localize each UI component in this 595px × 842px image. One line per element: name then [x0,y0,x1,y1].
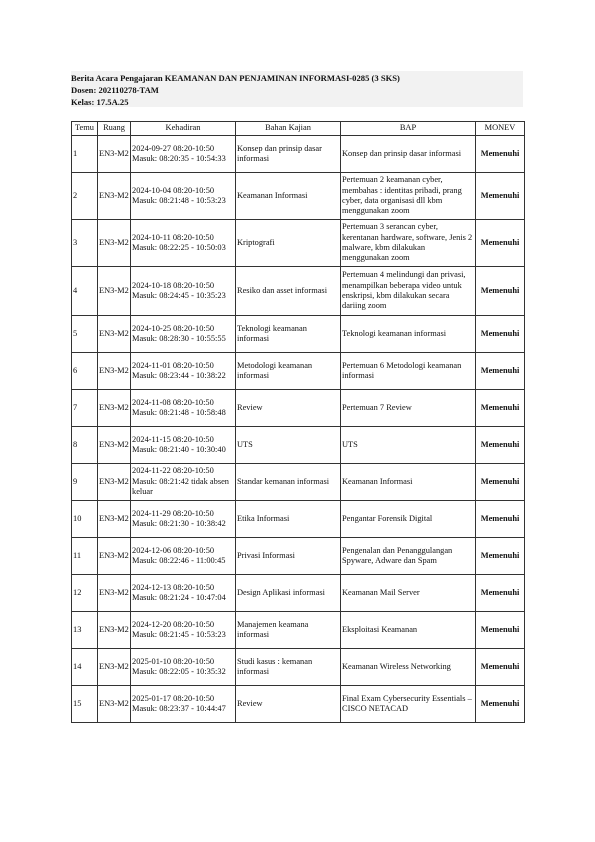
table-row [72,501,525,538]
row-kehadiran: 2024-11-01 08:20-10:50 Masuk: 08:23:44 - 10:38:22 [131,353,236,390]
row-bap: Pengantar Forensik Digital [341,501,476,538]
row-bap: Eksploitasi Keamanan [341,612,476,649]
table-row [72,267,525,316]
row-temu: 2 [72,173,98,220]
row-monev: Memenuhi [476,538,525,575]
table-row [72,173,525,220]
row-bap: Pertemuan 3 serancan cyber, kerentanan hardware, software, Jenis 2 malware, kbm dilakukan menggunakan zoom [341,220,476,267]
row-temu: 5 [72,316,98,353]
row-ruang: EN3-M2 [98,538,131,575]
row-monev: Memenuhi [476,267,525,316]
row-bap: Pertemuan 2 keamanan cyber, membahas : identitas pribadi, prang cyber, data organisasi dll kbm menggunakan zoom [341,173,476,220]
row-kehadiran: 2024-10-11 08:20-10:50 Masuk: 08:22:25 - 10:50:03 [131,220,236,267]
row-ruang: EN3-M2 [98,316,131,353]
row-ruang: EN3-M2 [98,427,131,464]
row-monev: Memenuhi [476,220,525,267]
table-header-row [72,122,525,136]
col-header-kehadiran: Kehadiran [131,122,236,136]
row-bahan-kajian: Kriptografi [236,220,341,267]
row-kehadiran: 2024-11-08 08:20-10:50 Masuk: 08:21:48 - 10:58:48 [131,390,236,427]
col-header-bap: BAP [341,122,476,136]
row-bap: Keamanan Mail Server [341,575,476,612]
table-row [72,464,525,501]
row-temu: 9 [72,464,98,501]
row-ruang: EN3-M2 [98,686,131,723]
row-monev: Memenuhi [476,501,525,538]
row-kehadiran: 2024-11-15 08:20-10:50 Masuk: 08:21:40 - 10:30:40 [131,427,236,464]
row-monev: Memenuhi [476,464,525,501]
row-bap: Final Exam Cybersecurity Essentials – CISCO NETACAD [341,686,476,723]
row-ruang: EN3-M2 [98,267,131,316]
col-header-ruang: Ruang [98,122,131,136]
row-monev: Memenuhi [476,427,525,464]
row-bahan-kajian: Design Aplikasi informasi [236,575,341,612]
teaching-record-table [71,121,525,723]
row-bahan-kajian: Manajemen keamana informasi [236,612,341,649]
row-temu: 8 [72,427,98,464]
row-temu: 7 [72,390,98,427]
row-kehadiran: 2024-09-27 08:20-10:50 Masuk: 08:20:35 - 10:54:33 [131,136,236,173]
row-ruang: EN3-M2 [98,612,131,649]
table-row [72,220,525,267]
row-ruang: EN3-M2 [98,390,131,427]
row-temu: 3 [72,220,98,267]
row-monev: Memenuhi [476,686,525,723]
row-kehadiran: 2025-01-17 08:20-10:50 Masuk: 08:23:37 - 10:44:47 [131,686,236,723]
row-temu: 15 [72,686,98,723]
col-header-temu: Temu [72,122,98,136]
row-bahan-kajian: Etika Informasi [236,501,341,538]
row-bahan-kajian: UTS [236,427,341,464]
table-row [72,136,525,173]
document-title: Berita Acara Pengajaran KEAMANAN DAN PENJAMINAN INFORMASI-0285 (3 SKS) [71,73,400,83]
document-header [71,71,523,107]
row-temu: 13 [72,612,98,649]
col-header-bahan-kajian: Bahan Kajian [236,122,341,136]
row-kehadiran: 2024-10-25 08:20-10:50 Masuk: 08:28:30 - 10:55:55 [131,316,236,353]
table-row [72,353,525,390]
row-ruang: EN3-M2 [98,575,131,612]
table-row [72,612,525,649]
row-bap: Pertemuan 6 Metodologi keamanan informasi [341,353,476,390]
row-kehadiran: 2024-10-04 08:20-10:50 Masuk: 08:21:48 - 10:53:23 [131,173,236,220]
row-bap: Pertemuan 4 melindungi dan privasi, menampilkan beberapa video untuk enskripsi, kbm dilakukan secara dariing zoom [341,267,476,316]
table-row [72,575,525,612]
table-row [72,427,525,464]
row-bahan-kajian: Studi kasus : kemanan informasi [236,649,341,686]
row-monev: Memenuhi [476,353,525,390]
row-bahan-kajian: Keamanan Informasi [236,173,341,220]
table-row [72,316,525,353]
row-ruang: EN3-M2 [98,464,131,501]
row-ruang: EN3-M2 [98,649,131,686]
row-bap: UTS [341,427,476,464]
row-kehadiran: 2024-12-06 08:20-10:50 Masuk: 08:22:46 - 11:00:45 [131,538,236,575]
lecturer-line: Dosen: 202110278-TAM [71,85,159,95]
row-monev: Memenuhi [476,649,525,686]
row-temu: 14 [72,649,98,686]
row-bap: Keamanan Informasi [341,464,476,501]
row-bahan-kajian: Review [236,390,341,427]
row-ruang: EN3-M2 [98,501,131,538]
row-monev: Memenuhi [476,575,525,612]
row-ruang: EN3-M2 [98,173,131,220]
row-bahan-kajian: Standar kemanan informasi [236,464,341,501]
row-kehadiran: 2024-10-18 08:20-10:50 Masuk: 08:24:45 - 10:35:23 [131,267,236,316]
row-monev: Memenuhi [476,390,525,427]
row-temu: 11 [72,538,98,575]
row-kehadiran: 2024-11-22 08:20-10:50 Masuk: 08:21:42 tidak absen keluar [131,464,236,501]
row-kehadiran: 2025-01-10 08:20-10:50 Masuk: 08:22:05 - 10:35:32 [131,649,236,686]
row-ruang: EN3-M2 [98,220,131,267]
row-bahan-kajian: Resiko dan asset informasi [236,267,341,316]
class-line: Kelas: 17.5A.25 [71,97,129,107]
row-temu: 4 [72,267,98,316]
row-ruang: EN3-M2 [98,136,131,173]
row-monev: Memenuhi [476,136,525,173]
col-header-monev: MONEV [476,122,525,136]
table-row [72,686,525,723]
row-bap: Pengenalan dan Penanggulangan Spyware, Adware dan Spam [341,538,476,575]
row-temu: 12 [72,575,98,612]
row-ruang: EN3-M2 [98,353,131,390]
table-row [72,649,525,686]
row-temu: 6 [72,353,98,390]
row-bap: Teknologi keamanan informasi [341,316,476,353]
row-bahan-kajian: Metodologi keamanan informasi [236,353,341,390]
row-temu: 10 [72,501,98,538]
row-bap: Konsep dan prinsip dasar informasi [341,136,476,173]
row-kehadiran: 2024-12-13 08:20-10:50 Masuk: 08:21:24 - 10:47:04 [131,575,236,612]
row-monev: Memenuhi [476,612,525,649]
row-bap: Pertemuan 7 Review [341,390,476,427]
row-bahan-kajian: Privasi Informasi [236,538,341,575]
row-bahan-kajian: Review [236,686,341,723]
row-temu: 1 [72,136,98,173]
row-kehadiran: 2024-12-20 08:20-10:50 Masuk: 08:21:45 - 10:53:23 [131,612,236,649]
table-row [72,390,525,427]
row-monev: Memenuhi [476,173,525,220]
row-kehadiran: 2024-11-29 08:20-10:50 Masuk: 08:21:30 - 10:38:42 [131,501,236,538]
row-bahan-kajian: Konsep dan prinsip dasar informasi [236,136,341,173]
row-monev: Memenuhi [476,316,525,353]
row-bap: Keamanan Wireless Networking [341,649,476,686]
table-row [72,538,525,575]
row-bahan-kajian: Teknologi keamanan informasi [236,316,341,353]
